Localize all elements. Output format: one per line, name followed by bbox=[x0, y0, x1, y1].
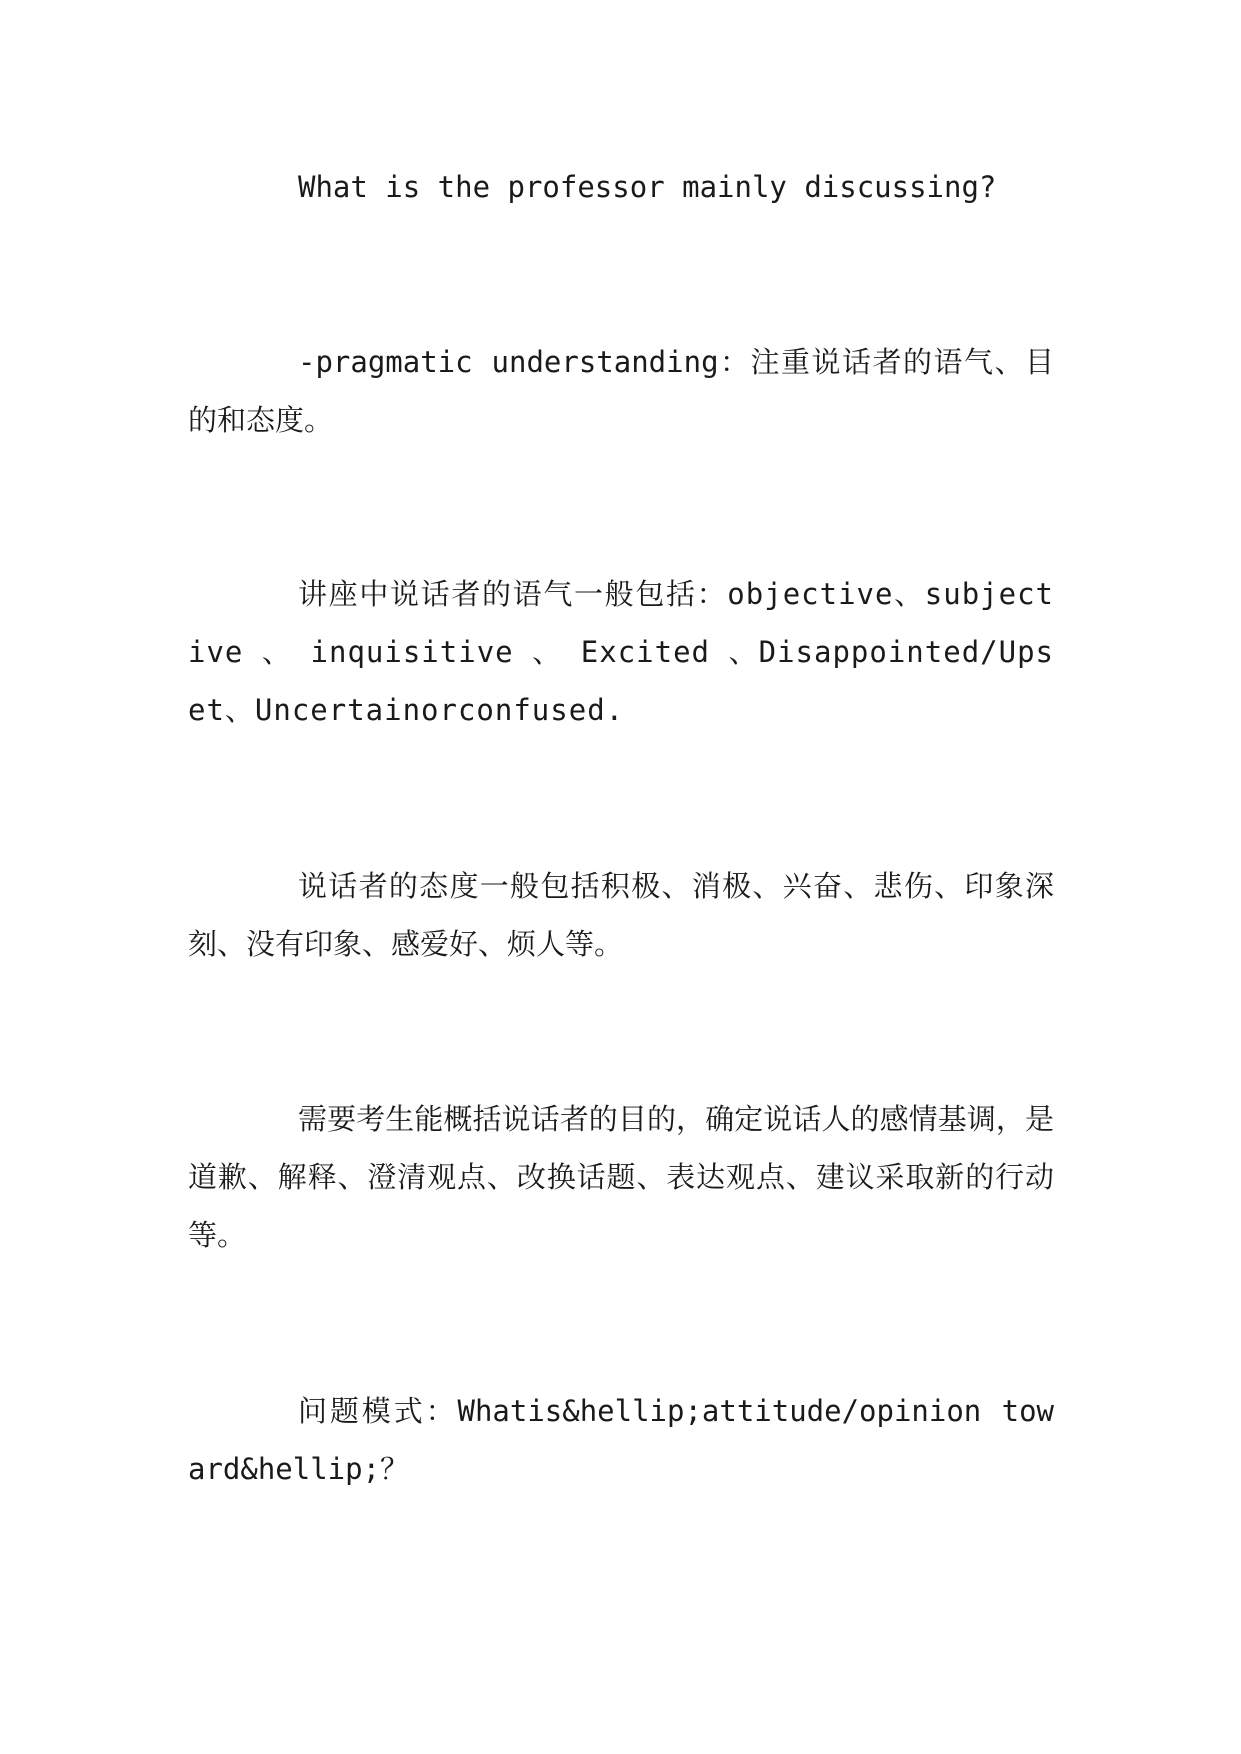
paragraph-speaker-attitude: 说话者的态度一般包括积极、消极、兴奋、悲伤、印象深刻、没有印象、感爱好、烦人等。 bbox=[188, 869, 1054, 961]
paragraph-pragmatic-understanding: -pragmatic understanding：注重说话者的语气、目的和态度。 bbox=[188, 345, 1054, 437]
paragraph-speaker-purpose: 需要考生能概括说话者的目的，确定说话人的感情基调，是道歉、解释、澄清观点、改换话题、表达观点、建议采取新的行动等。 bbox=[188, 1102, 1054, 1252]
paragraph-speaker-tone: 讲座中说话者的语气一般包括：objective、subjective 、 inquisitive 、 Excited 、Disappointed/Upset、Uncertainorconfused. bbox=[188, 577, 1054, 727]
paragraph-question-pattern: 问题模式：Whatis&hellip;attitude/opinion toward&hellip;？ bbox=[188, 1394, 1054, 1486]
paragraph-question: What is the professor mainly discussing? bbox=[298, 170, 997, 204]
